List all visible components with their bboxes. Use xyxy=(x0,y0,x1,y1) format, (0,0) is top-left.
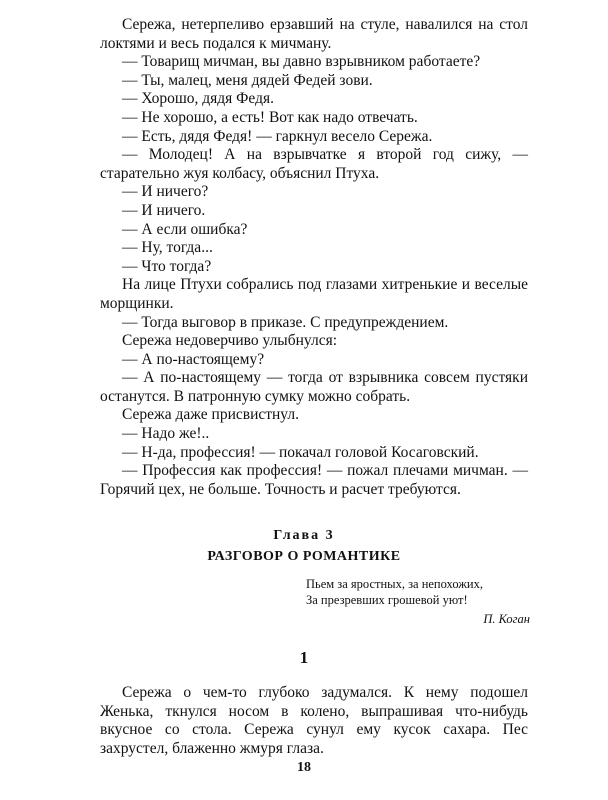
paragraph: Сережа даже присвистнул. xyxy=(122,406,299,424)
paragraph: Сережа недоверчиво улыбнулся: xyxy=(122,332,338,350)
paragraph: — Что тогда? xyxy=(122,257,212,275)
epigraph-line: За презревших грошевой уют! xyxy=(306,593,468,607)
paragraph: — Молодец! А на взрывчатке я второй год сижу, — старательно жуя колбасу, объяснил Птуха. xyxy=(100,146,528,182)
paragraph: — И ничего? xyxy=(122,183,209,201)
paragraph: — Н-да, профессия! — покачал головой Косаговский. xyxy=(122,443,479,461)
paragraph: — Есть, дядя Федя! — гаркнул весело Сережа. xyxy=(122,127,433,145)
epigraph-author: П. Коган xyxy=(483,612,530,626)
text-block-top xyxy=(100,16,528,499)
paragraph: — А по-настоящему — тогда от взрывника совсем пустяки останутся. В патронную сумку можно собрать. xyxy=(100,369,528,405)
paragraph: — Товарищ мичман, вы давно взрывником работаете? xyxy=(122,53,481,71)
paragraph: — А если ошибка? xyxy=(122,220,248,238)
text-block-bottom xyxy=(100,684,528,758)
paragraph: — Профессия как профессия! — пожал плечами мичман. — Горячий цех, не больше. Точность и расчет требуются. xyxy=(100,462,528,498)
section-number: 1 xyxy=(299,648,309,667)
paragraph: — Ну, тогда... xyxy=(122,239,213,257)
paragraph: — Не хорошо, а есть! Вот как надо отвечать. xyxy=(122,108,418,126)
chapter-title: РАЗГОВОР О РОМАНТИКЕ xyxy=(207,549,401,564)
paragraph: — Ты, малец, меня дядей Федей зови. xyxy=(122,71,373,89)
page-number: 18 xyxy=(297,760,311,775)
epigraph-line: Пьем за яростных, за непохожих, xyxy=(306,577,483,591)
paragraph: — А по-настоящему? xyxy=(122,350,265,368)
paragraph: На лице Птухи собрались под глазами хитренькие и веселые морщинки. xyxy=(100,276,528,312)
paragraph: Сережа, нетерпеливо ерзавший на стуле, навалился на стол локтями и весь подался к мичману. xyxy=(100,16,528,52)
epigraph xyxy=(306,576,536,627)
paragraph: — Тогда выговор в приказе. С предупреждением. xyxy=(122,313,449,331)
paragraph: — И ничего. xyxy=(122,201,206,219)
paragraph: — Надо же!.. xyxy=(122,425,210,443)
paragraph: — Хорошо, дядя Федя. xyxy=(122,90,274,108)
paragraph: Сережа о чем-то глубоко задумался. К нему подошел Женька, ткнулся носом в колено, выпрашивая что-нибудь вкусное со стола. Сережа сунул ему кусок сахара. Пес захрустел, блаженно жмуря глаза. xyxy=(100,684,528,757)
chapter-number: Глава 3 xyxy=(273,528,335,543)
